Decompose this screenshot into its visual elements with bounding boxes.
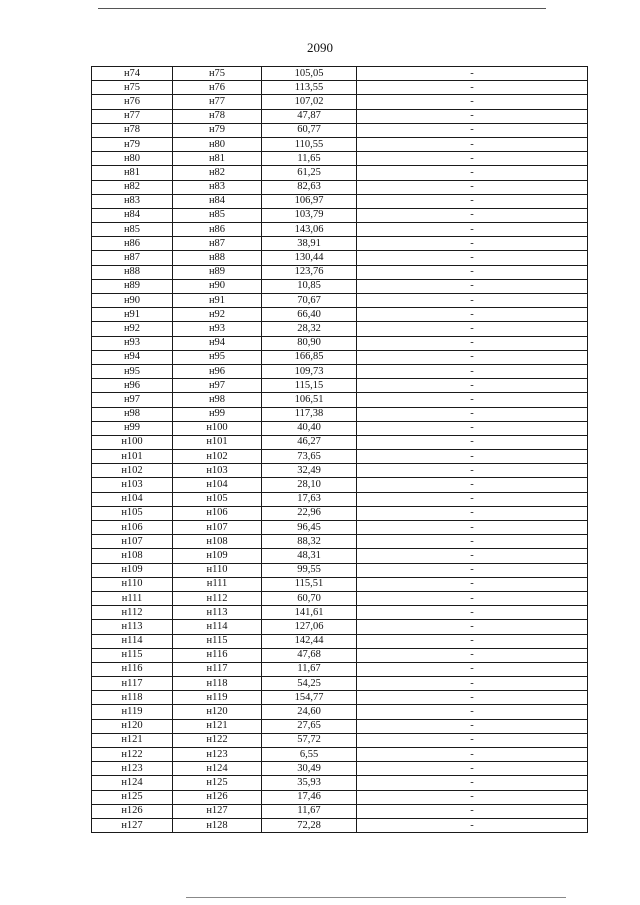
from-point-cell: н97	[92, 393, 173, 407]
distance-cell: 48,31	[262, 549, 357, 563]
note-cell: -	[357, 705, 588, 719]
note-cell: -	[357, 662, 588, 676]
note-cell: -	[357, 677, 588, 691]
from-point-cell: н93	[92, 336, 173, 350]
distance-cell: 143,06	[262, 223, 357, 237]
from-point-cell: н110	[92, 577, 173, 591]
from-point-cell: н81	[92, 166, 173, 180]
table-row	[92, 577, 588, 591]
table-row	[92, 591, 588, 605]
distance-cell: 28,32	[262, 322, 357, 336]
table-row	[92, 464, 588, 478]
from-point-cell: н100	[92, 435, 173, 449]
to-point-cell: н87	[173, 237, 262, 251]
note-cell: -	[357, 308, 588, 322]
from-point-cell: н88	[92, 265, 173, 279]
distance-cell: 115,15	[262, 379, 357, 393]
to-point-cell: н88	[173, 251, 262, 265]
to-point-cell: н76	[173, 81, 262, 95]
from-point-cell: н126	[92, 804, 173, 818]
to-point-cell: н114	[173, 620, 262, 634]
note-cell: -	[357, 393, 588, 407]
note-cell: -	[357, 648, 588, 662]
distance-cell: 10,85	[262, 279, 357, 293]
note-cell: -	[357, 748, 588, 762]
note-cell: -	[357, 818, 588, 832]
from-point-cell: н107	[92, 535, 173, 549]
to-point-cell: н121	[173, 719, 262, 733]
from-point-cell: н90	[92, 294, 173, 308]
note-cell: -	[357, 322, 588, 336]
top-rule	[98, 8, 546, 9]
distance-cell: 27,65	[262, 719, 357, 733]
from-point-cell: н115	[92, 648, 173, 662]
note-cell: -	[357, 506, 588, 520]
from-point-cell: н74	[92, 67, 173, 81]
to-point-cell: н93	[173, 322, 262, 336]
from-point-cell: н102	[92, 464, 173, 478]
note-cell: -	[357, 435, 588, 449]
table-body	[92, 67, 588, 833]
table-row	[92, 251, 588, 265]
to-point-cell: н81	[173, 152, 262, 166]
distance-cell: 80,90	[262, 336, 357, 350]
from-point-cell: н92	[92, 322, 173, 336]
note-cell: -	[357, 421, 588, 435]
distance-cell: 142,44	[262, 634, 357, 648]
distance-cell: 61,25	[262, 166, 357, 180]
distance-cell: 54,25	[262, 677, 357, 691]
table-row	[92, 279, 588, 293]
note-cell: -	[357, 350, 588, 364]
note-cell: -	[357, 109, 588, 123]
from-point-cell: н82	[92, 180, 173, 194]
note-cell: -	[357, 223, 588, 237]
distance-cell: 40,40	[262, 421, 357, 435]
to-point-cell: н85	[173, 208, 262, 222]
from-point-cell: н104	[92, 492, 173, 506]
distance-cell: 110,55	[262, 137, 357, 151]
from-point-cell: н79	[92, 137, 173, 151]
distance-cell: 82,63	[262, 180, 357, 194]
to-point-cell: н104	[173, 478, 262, 492]
distance-cell: 72,28	[262, 818, 357, 832]
table-row	[92, 123, 588, 137]
note-cell: -	[357, 251, 588, 265]
distance-cell: 115,51	[262, 577, 357, 591]
table-row	[92, 606, 588, 620]
distance-cell: 60,77	[262, 123, 357, 137]
note-cell: -	[357, 237, 588, 251]
distance-cell: 103,79	[262, 208, 357, 222]
note-cell: -	[357, 450, 588, 464]
distance-cell: 154,77	[262, 691, 357, 705]
to-point-cell: н77	[173, 95, 262, 109]
distance-cell: 57,72	[262, 733, 357, 747]
note-cell: -	[357, 336, 588, 350]
from-point-cell: н77	[92, 109, 173, 123]
table-row	[92, 733, 588, 747]
note-cell: -	[357, 123, 588, 137]
to-point-cell: н127	[173, 804, 262, 818]
distance-cell: 73,65	[262, 450, 357, 464]
note-cell: -	[357, 634, 588, 648]
table-row	[92, 194, 588, 208]
from-point-cell: н114	[92, 634, 173, 648]
from-point-cell: н118	[92, 691, 173, 705]
distance-cell: 35,93	[262, 776, 357, 790]
table-row	[92, 109, 588, 123]
boundary-points-table	[91, 66, 588, 833]
from-point-cell: н109	[92, 563, 173, 577]
note-cell: -	[357, 691, 588, 705]
to-point-cell: н110	[173, 563, 262, 577]
note-cell: -	[357, 166, 588, 180]
from-point-cell: н94	[92, 350, 173, 364]
from-point-cell: н121	[92, 733, 173, 747]
note-cell: -	[357, 208, 588, 222]
distance-cell: 66,40	[262, 308, 357, 322]
to-point-cell: н91	[173, 294, 262, 308]
table-row	[92, 492, 588, 506]
from-point-cell: н117	[92, 677, 173, 691]
to-point-cell: н95	[173, 350, 262, 364]
distance-cell: 38,91	[262, 237, 357, 251]
from-point-cell: н127	[92, 818, 173, 832]
note-cell: -	[357, 464, 588, 478]
to-point-cell: н89	[173, 265, 262, 279]
to-point-cell: н84	[173, 194, 262, 208]
to-point-cell: н90	[173, 279, 262, 293]
distance-cell: 123,76	[262, 265, 357, 279]
to-point-cell: н86	[173, 223, 262, 237]
distance-cell: 107,02	[262, 95, 357, 109]
to-point-cell: н98	[173, 393, 262, 407]
table-row	[92, 748, 588, 762]
from-point-cell: н123	[92, 762, 173, 776]
note-cell: -	[357, 379, 588, 393]
distance-cell: 11,65	[262, 152, 357, 166]
table-row	[92, 478, 588, 492]
note-cell: -	[357, 364, 588, 378]
note-cell: -	[357, 620, 588, 634]
to-point-cell: н113	[173, 606, 262, 620]
note-cell: -	[357, 279, 588, 293]
distance-cell: 30,49	[262, 762, 357, 776]
note-cell: -	[357, 478, 588, 492]
table-row	[92, 634, 588, 648]
distance-cell: 109,73	[262, 364, 357, 378]
note-cell: -	[357, 535, 588, 549]
table-row	[92, 152, 588, 166]
table-row	[92, 67, 588, 81]
to-point-cell: н101	[173, 435, 262, 449]
from-point-cell: н75	[92, 81, 173, 95]
to-point-cell: н106	[173, 506, 262, 520]
table-row	[92, 180, 588, 194]
from-point-cell: н78	[92, 123, 173, 137]
from-point-cell: н108	[92, 549, 173, 563]
from-point-cell: н112	[92, 606, 173, 620]
from-point-cell: н103	[92, 478, 173, 492]
table-row	[92, 137, 588, 151]
to-point-cell: н115	[173, 634, 262, 648]
to-point-cell: н108	[173, 535, 262, 549]
table-row	[92, 421, 588, 435]
to-point-cell: н124	[173, 762, 262, 776]
from-point-cell: н80	[92, 152, 173, 166]
from-point-cell: н116	[92, 662, 173, 676]
to-point-cell: н75	[173, 67, 262, 81]
note-cell: -	[357, 95, 588, 109]
table-row	[92, 648, 588, 662]
distance-cell: 99,55	[262, 563, 357, 577]
table-row	[92, 719, 588, 733]
to-point-cell: н79	[173, 123, 262, 137]
distance-cell: 141,61	[262, 606, 357, 620]
table-row	[92, 265, 588, 279]
from-point-cell: н96	[92, 379, 173, 393]
note-cell: -	[357, 492, 588, 506]
to-point-cell: н102	[173, 450, 262, 464]
to-point-cell: н107	[173, 521, 262, 535]
distance-cell: 88,32	[262, 535, 357, 549]
note-cell: -	[357, 804, 588, 818]
table-row	[92, 818, 588, 832]
to-point-cell: н111	[173, 577, 262, 591]
to-point-cell: н117	[173, 662, 262, 676]
from-point-cell: н113	[92, 620, 173, 634]
distance-cell: 70,67	[262, 294, 357, 308]
note-cell: -	[357, 733, 588, 747]
to-point-cell: н103	[173, 464, 262, 478]
distance-cell: 127,06	[262, 620, 357, 634]
to-point-cell: н82	[173, 166, 262, 180]
table-row	[92, 762, 588, 776]
note-cell: -	[357, 762, 588, 776]
note-cell: -	[357, 152, 588, 166]
to-point-cell: н120	[173, 705, 262, 719]
from-point-cell: н111	[92, 591, 173, 605]
table-row	[92, 776, 588, 790]
from-point-cell: н76	[92, 95, 173, 109]
note-cell: -	[357, 563, 588, 577]
distance-cell: 28,10	[262, 478, 357, 492]
note-cell: -	[357, 776, 588, 790]
table-row	[92, 294, 588, 308]
note-cell: -	[357, 265, 588, 279]
table-row	[92, 804, 588, 818]
table-row	[92, 350, 588, 364]
distance-cell: 47,68	[262, 648, 357, 662]
distance-cell: 32,49	[262, 464, 357, 478]
from-point-cell: н120	[92, 719, 173, 733]
distance-cell: 46,27	[262, 435, 357, 449]
to-point-cell: н123	[173, 748, 262, 762]
distance-cell: 130,44	[262, 251, 357, 265]
distance-cell: 166,85	[262, 350, 357, 364]
note-cell: -	[357, 591, 588, 605]
table-row	[92, 620, 588, 634]
from-point-cell: н99	[92, 421, 173, 435]
bottom-rule	[186, 897, 566, 898]
distance-cell: 117,38	[262, 407, 357, 421]
distance-cell: 105,05	[262, 67, 357, 81]
to-point-cell: н122	[173, 733, 262, 747]
distance-cell: 106,97	[262, 194, 357, 208]
distance-cell: 47,87	[262, 109, 357, 123]
to-point-cell: н80	[173, 137, 262, 151]
table-row	[92, 662, 588, 676]
from-point-cell: н98	[92, 407, 173, 421]
note-cell: -	[357, 549, 588, 563]
from-point-cell: н85	[92, 223, 173, 237]
note-cell: -	[357, 407, 588, 421]
distance-cell: 24,60	[262, 705, 357, 719]
table-row	[92, 322, 588, 336]
table-row	[92, 308, 588, 322]
table-row	[92, 535, 588, 549]
distance-cell: 22,96	[262, 506, 357, 520]
page-number: 2090	[307, 40, 333, 55]
from-point-cell: н89	[92, 279, 173, 293]
distance-cell: 6,55	[262, 748, 357, 762]
to-point-cell: н119	[173, 691, 262, 705]
from-point-cell: н101	[92, 450, 173, 464]
note-cell: -	[357, 194, 588, 208]
from-point-cell: н95	[92, 364, 173, 378]
to-point-cell: н99	[173, 407, 262, 421]
to-point-cell: н105	[173, 492, 262, 506]
note-cell: -	[357, 67, 588, 81]
table-row	[92, 81, 588, 95]
table-row	[92, 336, 588, 350]
table-row	[92, 450, 588, 464]
distance-cell: 17,63	[262, 492, 357, 506]
from-point-cell: н87	[92, 251, 173, 265]
to-point-cell: н118	[173, 677, 262, 691]
to-point-cell: н78	[173, 109, 262, 123]
distance-cell: 113,55	[262, 81, 357, 95]
from-point-cell: н84	[92, 208, 173, 222]
note-cell: -	[357, 790, 588, 804]
to-point-cell: н83	[173, 180, 262, 194]
note-cell: -	[357, 137, 588, 151]
table-row	[92, 95, 588, 109]
to-point-cell: н128	[173, 818, 262, 832]
table-row	[92, 379, 588, 393]
table-row	[92, 549, 588, 563]
from-point-cell: н105	[92, 506, 173, 520]
distance-cell: 60,70	[262, 591, 357, 605]
from-point-cell: н106	[92, 521, 173, 535]
from-point-cell: н83	[92, 194, 173, 208]
from-point-cell: н122	[92, 748, 173, 762]
note-cell: -	[357, 606, 588, 620]
distance-cell: 11,67	[262, 804, 357, 818]
note-cell: -	[357, 81, 588, 95]
table-row	[92, 393, 588, 407]
note-cell: -	[357, 294, 588, 308]
from-point-cell: н119	[92, 705, 173, 719]
table-row	[92, 223, 588, 237]
to-point-cell: н94	[173, 336, 262, 350]
distance-cell: 96,45	[262, 521, 357, 535]
table-row	[92, 237, 588, 251]
from-point-cell: н124	[92, 776, 173, 790]
from-point-cell: н125	[92, 790, 173, 804]
note-cell: -	[357, 719, 588, 733]
to-point-cell: н116	[173, 648, 262, 662]
table-row	[92, 691, 588, 705]
to-point-cell: н92	[173, 308, 262, 322]
table-row	[92, 506, 588, 520]
to-point-cell: н125	[173, 776, 262, 790]
table-row	[92, 677, 588, 691]
note-cell: -	[357, 577, 588, 591]
distance-cell: 11,67	[262, 662, 357, 676]
to-point-cell: н97	[173, 379, 262, 393]
table-row	[92, 705, 588, 719]
to-point-cell: н96	[173, 364, 262, 378]
table-row	[92, 563, 588, 577]
note-cell: -	[357, 180, 588, 194]
table-row	[92, 407, 588, 421]
to-point-cell: н112	[173, 591, 262, 605]
from-point-cell: н86	[92, 237, 173, 251]
table-row	[92, 435, 588, 449]
to-point-cell: н126	[173, 790, 262, 804]
table-row	[92, 364, 588, 378]
table-row	[92, 790, 588, 804]
table-row	[92, 521, 588, 535]
distance-cell: 106,51	[262, 393, 357, 407]
to-point-cell: н100	[173, 421, 262, 435]
distance-cell: 17,46	[262, 790, 357, 804]
from-point-cell: н91	[92, 308, 173, 322]
table-row	[92, 166, 588, 180]
to-point-cell: н109	[173, 549, 262, 563]
note-cell: -	[357, 521, 588, 535]
table-row	[92, 208, 588, 222]
